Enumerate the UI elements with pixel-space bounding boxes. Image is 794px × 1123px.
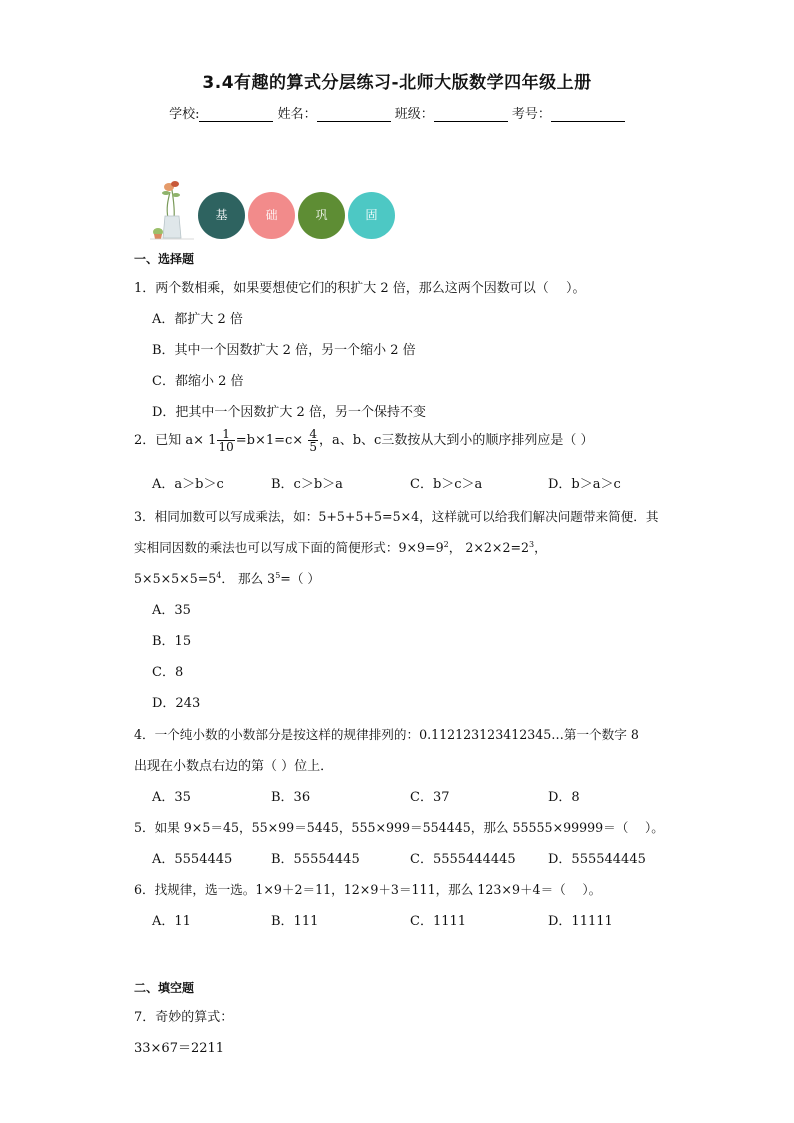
class-blank[interactable] — [434, 107, 508, 122]
question-2-option-a[interactable]: A．a＞b＞c — [152, 477, 224, 492]
question-6-stem: 6．找规律，选一选。1×9＋2＝11，12×9＋3＝111，那么 123×9＋4＝（ ）。 — [134, 882, 602, 897]
question-1-stem: 1．两个数相乘，如果要想使它们的积扩大 2 倍，那么这两个因数可以（ ）。 — [134, 281, 586, 296]
school-blank[interactable] — [199, 107, 273, 122]
question-5-stem: 5．如果 9×5＝45，55×99＝5445，555×999＝554445，那么 55555×99999＝（ ）。 — [134, 820, 664, 835]
question-2-stem-mid: =b×1=c× — [235, 433, 304, 448]
school-label: 学校: — [169, 107, 200, 122]
question-7-stem: 7．奇妙的算式： — [134, 1010, 234, 1025]
question-2-option-b[interactable]: B．c＞b＞a — [271, 477, 343, 492]
fraction-denominator: 5 — [309, 440, 317, 454]
question-5-option-c[interactable]: C．5555444445 — [410, 852, 516, 867]
question-3-line-1: 3．相同加数可以写成乘法，如：5+5+5+5=5×4，这样就可以给我们解决问题带来简便．其 — [134, 509, 659, 524]
question-1-option-b[interactable]: B．其中一个因数扩大 2 倍，另一个缩小 2 倍 — [152, 343, 416, 358]
class-label: 班级： — [394, 107, 434, 122]
question-3-line-3 — [134, 568, 320, 587]
exponent: 2 — [443, 539, 449, 549]
question-1-option-d[interactable]: D．把其中一个因数扩大 2 倍，另一个保持不变 — [152, 405, 426, 420]
question-5-option-d[interactable]: D．555544445 — [548, 852, 646, 867]
question-2-stem-pre: 2．已知 a× 1 — [134, 433, 217, 448]
fraction-denominator: 10 — [218, 440, 234, 454]
section-choice-heading: 一、选择题 — [134, 252, 195, 266]
plant-vase-icon — [148, 178, 196, 240]
question-2-stem — [134, 428, 593, 453]
badge-gong: 巩 — [298, 192, 345, 239]
exam-number-label: 考号： — [511, 107, 551, 122]
question-3-option-c[interactable]: C．8 — [152, 665, 184, 680]
question-4-line-2: 出现在小数点右边的第（ ）位上． — [134, 759, 334, 774]
question-4-line-1: 4．一个纯小数的小数部分是按这样的规律排列的：0.112123123412345…第一个数字 8 — [134, 727, 639, 742]
question-2-stem-post: ，a、b、c三数按从大到小的顺序排列应是（ ） — [318, 433, 594, 448]
question-4-option-a[interactable]: A．35 — [152, 790, 191, 805]
question-2-option-c[interactable]: C．b＞c＞a — [410, 477, 483, 492]
question-3-option-a[interactable]: A．35 — [152, 603, 191, 618]
name-label: 姓名： — [277, 107, 317, 122]
question-3-line-2 — [134, 537, 547, 556]
text-run: ． 那么 3 — [221, 571, 276, 586]
question-5-option-a[interactable]: A．5554445 — [152, 852, 233, 867]
question-7-line-1: 33×67＝2211 — [134, 1041, 225, 1056]
name-blank[interactable] — [317, 107, 391, 122]
question-5-option-b[interactable]: B．55554445 — [271, 852, 360, 867]
badge-ji: 基 — [198, 192, 245, 239]
student-info-row — [0, 103, 794, 122]
question-1-option-c[interactable]: C．都缩小 2 倍 — [152, 374, 244, 389]
question-3-option-d[interactable]: D．243 — [152, 696, 201, 711]
text-run: =（ ） — [280, 571, 321, 586]
badge-gu: 固 — [348, 192, 395, 239]
text-run: ， — [534, 540, 547, 555]
question-6-option-d[interactable]: D．11111 — [548, 914, 613, 929]
fraction-one-tenth — [217, 428, 234, 453]
question-4-option-b[interactable]: B．36 — [271, 790, 311, 805]
question-6-option-a[interactable]: A．11 — [152, 914, 191, 929]
text-run: 5×5×5×5=5 — [134, 571, 217, 586]
question-2-option-d[interactable]: D．b＞a＞c — [548, 477, 621, 492]
fraction-four-fifths — [308, 428, 318, 453]
fraction-numerator: 4 — [309, 427, 317, 441]
question-4-option-d[interactable]: D．8 — [548, 790, 580, 805]
question-6-option-b[interactable]: B．111 — [271, 914, 319, 929]
question-3-option-b[interactable]: B．15 — [152, 634, 192, 649]
text-run: ， 2×2×2=2 — [448, 540, 530, 555]
section-fill-heading: 二、填空题 — [134, 981, 195, 995]
exponent: 4 — [216, 570, 222, 580]
exponent: 5 — [275, 570, 281, 580]
exponent: 3 — [529, 539, 535, 549]
question-4-option-c[interactable]: C．37 — [410, 790, 450, 805]
question-6-option-c[interactable]: C．1111 — [410, 914, 467, 929]
fraction-numerator: 1 — [222, 427, 230, 441]
exam-number-blank[interactable] — [551, 107, 625, 122]
text-run: 实相同因数的乘法也可以写成下面的简便形式：9×9=9 — [134, 540, 444, 555]
badge-chu: 础 — [248, 192, 295, 239]
page-title: 3.4有趣的算式分层练习-北师大版数学四年级上册 — [202, 73, 592, 93]
question-1-option-a[interactable]: A．都扩大 2 倍 — [152, 312, 243, 327]
